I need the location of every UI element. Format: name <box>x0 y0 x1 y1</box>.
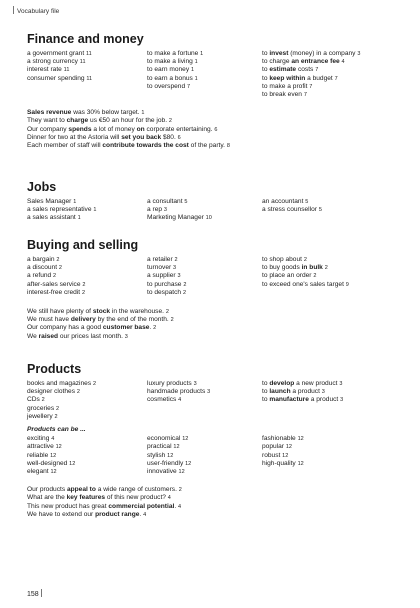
unit-number: 1 <box>194 59 198 66</box>
key-phrase: delivery <box>70 316 96 324</box>
term-text: to despatch <box>147 288 182 296</box>
line-text: We must have <box>27 316 71 324</box>
vocab-line <box>262 91 407 99</box>
line-text: We <box>27 332 39 340</box>
unit-number: 2 <box>56 257 60 263</box>
unit-number: 5 <box>318 207 322 214</box>
line-text: (money) in a company <box>288 50 356 57</box>
vocab-item <box>147 281 262 289</box>
vocab-item <box>27 460 147 468</box>
unit-number: 12 <box>182 436 189 443</box>
unit-number: 3 <box>177 273 181 280</box>
term-text: a rep <box>147 206 163 214</box>
unit-number: 8 <box>226 143 230 150</box>
unit-number: 12 <box>185 460 192 467</box>
vocab-item <box>147 66 262 74</box>
vocab-line <box>27 494 407 502</box>
unit-number: 7 <box>309 83 313 90</box>
vocab-line <box>27 109 407 117</box>
unit-number: 1 <box>191 67 195 74</box>
vocab-item <box>147 264 262 272</box>
unit-number: 3 <box>173 265 177 272</box>
unit-number: 11 <box>79 59 86 66</box>
unit-number: 12 <box>285 444 292 451</box>
unit-number: 2 <box>174 257 178 263</box>
unit-number: 12 <box>167 452 174 459</box>
term-text: Sales Manager <box>27 198 72 205</box>
unit-number: 4 <box>341 59 345 66</box>
vocab-item <box>147 75 262 83</box>
term-text: economical <box>147 435 181 443</box>
vocab-item <box>147 460 262 468</box>
unit-number: 7 <box>186 83 191 90</box>
key-phrase: keep within <box>269 74 306 82</box>
term-column <box>27 198 147 223</box>
key-phrase: stock <box>92 308 111 316</box>
example-sentences <box>27 486 407 519</box>
key-phrase: develop <box>269 380 295 387</box>
vocab-item <box>147 256 262 264</box>
vocab-item <box>147 50 262 58</box>
line-text: Our products <box>27 486 67 494</box>
term-column <box>147 256 262 297</box>
line-text: This new product has great <box>27 502 109 510</box>
key-phrase: charge <box>66 117 89 125</box>
term-text: groceries <box>27 404 55 412</box>
unit-number: 9 <box>345 281 349 288</box>
vocab-line <box>27 117 407 125</box>
unit-number: 2 <box>183 281 187 288</box>
section-title: Finance and money <box>27 32 144 46</box>
line-text: to <box>262 50 270 57</box>
line-text: us €50 an hour for the job. <box>88 117 168 125</box>
vocab-line <box>27 308 407 316</box>
line-text: a budget <box>305 74 333 82</box>
vocab-line <box>262 281 407 289</box>
unit-number: 2 <box>324 265 328 272</box>
line-text: . <box>174 502 177 510</box>
unit-number: 2 <box>53 273 57 280</box>
unit-number: 12 <box>50 469 57 476</box>
term-text: designer clothes <box>27 388 76 396</box>
vocab-line <box>262 58 407 66</box>
unit-number: 6 <box>214 126 218 133</box>
unit-number: 4 <box>143 511 147 518</box>
term-text: innovative <box>147 468 177 476</box>
vocab-item <box>147 388 262 396</box>
line-text: We still have plenty of <box>27 308 93 316</box>
line-text: a lot of money <box>91 125 137 133</box>
vocab-item <box>147 58 262 66</box>
line-text: by the end of the month. <box>95 316 169 324</box>
unit-number: 2 <box>153 325 157 332</box>
line-text: to <box>262 388 270 396</box>
line-text: in the warehouse. <box>110 308 164 316</box>
line-text: to <box>262 380 270 387</box>
term-text: luxury products <box>147 380 192 387</box>
line-text: to place an order <box>262 272 312 280</box>
line-text: to buy goods <box>262 264 302 272</box>
line-text: We have to extend our <box>27 510 96 518</box>
term-text: a discount <box>27 264 58 272</box>
unit-number: 3 <box>321 389 325 396</box>
unit-number: 12 <box>55 444 62 451</box>
unit-number: 2 <box>76 389 80 396</box>
term-text: books and magazines <box>27 380 92 387</box>
unit-number: 1 <box>194 75 198 82</box>
term-text: high-quality <box>262 459 296 467</box>
vocab-item <box>27 50 147 58</box>
vocab-item <box>147 443 262 451</box>
line-text: to break even <box>262 91 302 99</box>
term-text: to earn money <box>147 66 190 74</box>
line-text: Each member of staff will <box>27 142 103 150</box>
term-column <box>147 50 262 99</box>
unit-number: 2 <box>313 273 317 280</box>
term-text: cosmetics <box>147 396 177 404</box>
term-text: a refund <box>27 272 52 280</box>
section-title: Jobs <box>27 180 57 194</box>
vocab-item <box>262 452 407 460</box>
section-jobs <box>27 180 407 223</box>
term-text: to overspend <box>147 82 186 90</box>
unit-number: 1 <box>200 51 204 57</box>
vocab-item <box>27 388 147 396</box>
vocab-item <box>262 443 407 451</box>
line-text: . <box>139 510 142 518</box>
term-text: consumer spending <box>27 74 85 82</box>
vocab-item <box>27 214 147 222</box>
example-sentences <box>27 308 407 341</box>
term-text: well-designed <box>27 459 68 467</box>
line-text: a new product <box>294 380 338 387</box>
term-column <box>27 256 147 297</box>
term-column <box>262 198 407 223</box>
line-text: costs <box>296 66 314 74</box>
unit-number: 12 <box>178 469 185 476</box>
unit-number: 12 <box>297 460 304 467</box>
vocab-line <box>27 316 407 324</box>
term-text: a sales assistant <box>27 214 76 222</box>
vocab-item <box>262 460 407 468</box>
key-phrase: on <box>136 125 145 133</box>
adjective-column <box>262 435 407 476</box>
term-text: a sales representative <box>27 206 92 214</box>
adjective-column <box>147 435 262 476</box>
vocab-line <box>262 272 407 280</box>
unit-number: 2 <box>182 289 186 296</box>
unit-number: 3 <box>124 333 128 340</box>
unit-number: 2 <box>178 487 182 494</box>
vocab-item <box>262 206 407 214</box>
unit-number: 2 <box>81 289 86 296</box>
key-phrase: estimate <box>269 66 297 74</box>
term-text: CDs <box>27 396 40 404</box>
line-text: to shop about <box>262 256 302 263</box>
term-text: exciting <box>27 435 50 443</box>
section-buying-selling <box>27 238 407 341</box>
term-text: a stress counsellor <box>262 206 317 214</box>
key-phrase: spends <box>68 125 92 133</box>
term-text: jewellery <box>27 412 53 420</box>
unit-number: 3 <box>340 397 344 404</box>
subheading: Products can be ... <box>27 426 86 434</box>
vocab-line <box>262 388 407 396</box>
vocab-item <box>147 468 262 476</box>
vocab-line <box>27 333 407 341</box>
vocab-line <box>262 50 407 58</box>
unit-number: 3 <box>207 389 211 396</box>
key-phrase: in bulk <box>301 264 323 272</box>
term-text: to make a living <box>147 58 193 66</box>
unit-number: 1 <box>93 207 97 214</box>
term-text: reliable <box>27 451 49 459</box>
unit-number: 12 <box>50 452 57 459</box>
line-text: . <box>149 324 152 332</box>
unit-number: 11 <box>86 51 92 57</box>
term-text: to purchase <box>147 280 182 288</box>
vocab-item <box>147 289 262 297</box>
vocab-item <box>27 66 147 74</box>
term-text: a supplier <box>147 272 176 280</box>
unit-number: 12 <box>173 444 180 451</box>
unit-number: 2 <box>41 397 45 404</box>
line-text: of the party. <box>188 142 226 150</box>
unit-number: 2 <box>55 405 60 412</box>
vocab-item <box>147 83 262 91</box>
unit-number: 2 <box>303 257 307 263</box>
vocab-item <box>27 413 147 421</box>
key-phrase: Sales revenue <box>27 109 72 117</box>
vocab-line <box>262 396 407 404</box>
vocab-item <box>147 214 262 222</box>
term-text: popular <box>262 443 284 451</box>
unit-number: 11 <box>86 75 93 82</box>
unit-number: 5 <box>184 199 188 205</box>
unit-number: 11 <box>63 67 70 74</box>
unit-number: 12 <box>69 460 76 467</box>
unit-number: 4 <box>178 397 182 404</box>
vocab-line <box>27 486 407 494</box>
vocab-item <box>27 405 147 413</box>
unit-number: 2 <box>58 265 62 272</box>
key-phrase: raised <box>38 332 59 340</box>
key-phrase: commercial potential <box>108 502 175 510</box>
unit-number: 3 <box>357 51 361 57</box>
unit-number: 1 <box>77 215 81 222</box>
key-phrase: key features <box>66 494 106 502</box>
term-column <box>262 50 407 99</box>
vocab-item <box>27 468 147 476</box>
vocab-line <box>262 75 407 83</box>
term-text: an accountant <box>262 198 304 205</box>
term-text: turnover <box>147 264 172 272</box>
unit-number: 3 <box>163 207 167 214</box>
vocab-item <box>147 396 262 404</box>
term-text: attractive <box>27 443 54 451</box>
key-phrase: invest <box>269 50 289 57</box>
line-text: Our company has a good <box>27 324 103 332</box>
vocab-item <box>27 396 147 404</box>
term-text: a consultant <box>147 198 183 205</box>
line-text: to exceed one's sales target <box>262 280 344 288</box>
unit-number: 10 <box>205 215 212 222</box>
unit-number: 2 <box>93 381 97 387</box>
line-text: Our company <box>27 125 69 133</box>
term-text: interest rate <box>27 66 62 74</box>
adjective-column <box>27 435 147 476</box>
term-text: Marketing Manager <box>147 214 204 222</box>
term-text: fashionable <box>262 435 296 443</box>
unit-number: 3 <box>339 381 343 387</box>
example-sentences <box>27 109 407 150</box>
line-text: to make a profit <box>262 82 308 90</box>
vocab-item <box>27 443 147 451</box>
unit-number: 4 <box>178 503 182 510</box>
unit-number: 12 <box>282 452 289 459</box>
vocab-item <box>27 58 147 66</box>
unit-number: 2 <box>168 118 172 125</box>
line-text: was 30% below target. <box>71 109 140 117</box>
vocab-item <box>262 435 407 443</box>
term-text: a bargain <box>27 256 55 263</box>
unit-number: 6 <box>177 134 181 141</box>
line-text: to <box>262 396 270 404</box>
unit-number: 2 <box>82 281 86 288</box>
vocab-line <box>27 126 407 134</box>
line-text: our prices last month. <box>58 332 123 340</box>
term-column <box>262 256 407 297</box>
line-text: a wide range of customers. <box>95 486 177 494</box>
vocab-item <box>27 435 147 443</box>
term-text: interest-free credit <box>27 288 81 296</box>
section-title: Buying and selling <box>27 238 139 252</box>
term-column <box>147 380 262 421</box>
section-products <box>27 362 407 519</box>
vocab-item <box>27 452 147 460</box>
vocab-line <box>27 142 407 150</box>
vocab-item <box>27 264 147 272</box>
term-column <box>147 198 262 223</box>
unit-number: 4 <box>167 495 171 502</box>
vocab-line <box>262 83 407 91</box>
page-number: 158 <box>27 589 42 598</box>
key-phrase: launch <box>269 388 291 396</box>
unit-number: 7 <box>315 67 319 74</box>
key-phrase: customer base <box>102 324 150 332</box>
vocab-line <box>262 380 407 388</box>
vocab-item <box>27 198 147 206</box>
running-header: Vocabulary file <box>13 6 59 15</box>
unit-number: 2 <box>165 309 169 316</box>
term-text: stylish <box>147 451 166 459</box>
term-text: a retailer <box>147 256 173 263</box>
line-text: Dinner for two at the Astoria will <box>27 133 122 141</box>
unit-number: 5 <box>305 199 309 205</box>
term-text: to earn a bonus <box>147 74 193 82</box>
vocab-item <box>27 206 147 214</box>
line-text: to charge <box>262 58 292 66</box>
vocab-item <box>147 206 262 214</box>
key-phrase: manufacture <box>269 396 309 404</box>
term-column <box>27 50 147 99</box>
term-column <box>262 380 407 421</box>
unit-number: 7 <box>334 75 338 82</box>
line-text: corporate entertaining. <box>144 125 213 133</box>
section-finance <box>27 32 407 150</box>
line-text: of this new product? <box>105 494 166 502</box>
term-text: user-friendly <box>147 459 184 467</box>
line-text: to <box>262 66 270 74</box>
vocab-line <box>27 134 407 142</box>
term-text: elegant <box>27 468 49 476</box>
unit-number: 12 <box>297 436 304 443</box>
unit-number: 3 <box>193 381 197 387</box>
key-phrase: set you back <box>121 133 162 141</box>
unit-number: 2 <box>170 317 174 324</box>
unit-number: 1 <box>73 199 77 205</box>
term-text: a strong currency <box>27 58 78 66</box>
term-text: to make a fortune <box>147 50 199 57</box>
unit-number: 7 <box>303 92 307 99</box>
unit-number: 4 <box>51 436 55 443</box>
vocab-item <box>147 435 262 443</box>
line-text: to <box>262 74 270 82</box>
vocab-item <box>27 256 147 264</box>
term-text: a government grant <box>27 50 85 57</box>
vocab-item <box>147 452 262 460</box>
term-text: robust <box>262 451 281 459</box>
vocab-item <box>147 380 262 388</box>
vocab-item <box>262 198 407 206</box>
line-text: a product <box>290 388 320 396</box>
unit-number: 2 <box>54 413 58 420</box>
vocab-item <box>147 272 262 280</box>
vocab-item <box>27 272 147 280</box>
vocab-line <box>27 511 407 519</box>
line-text: What are the <box>27 494 67 502</box>
vocab-item <box>27 75 147 83</box>
term-text: practical <box>147 443 172 451</box>
vocab-item <box>27 281 147 289</box>
key-phrase: an entrance fee <box>291 58 340 66</box>
vocab-line <box>262 264 407 272</box>
line-text: $80. <box>161 133 176 141</box>
vocab-line <box>27 503 407 511</box>
vocab-item <box>27 289 147 297</box>
vocab-line <box>262 256 407 264</box>
line-text: a product <box>308 396 339 404</box>
vocab-item <box>27 380 147 388</box>
term-column <box>27 380 147 421</box>
key-phrase: appeal to <box>66 486 96 494</box>
term-text: handmade products <box>147 388 206 396</box>
vocab-line <box>27 324 407 332</box>
key-phrase: contribute towards the cost <box>102 142 189 150</box>
term-text: after-sales service <box>27 280 81 288</box>
section-title: Products <box>27 362 82 376</box>
line-text: They want to <box>27 117 67 125</box>
key-phrase: product range <box>95 510 140 518</box>
vocab-item <box>147 198 262 206</box>
vocab-line <box>262 66 407 74</box>
unit-number: 1 <box>141 110 145 117</box>
